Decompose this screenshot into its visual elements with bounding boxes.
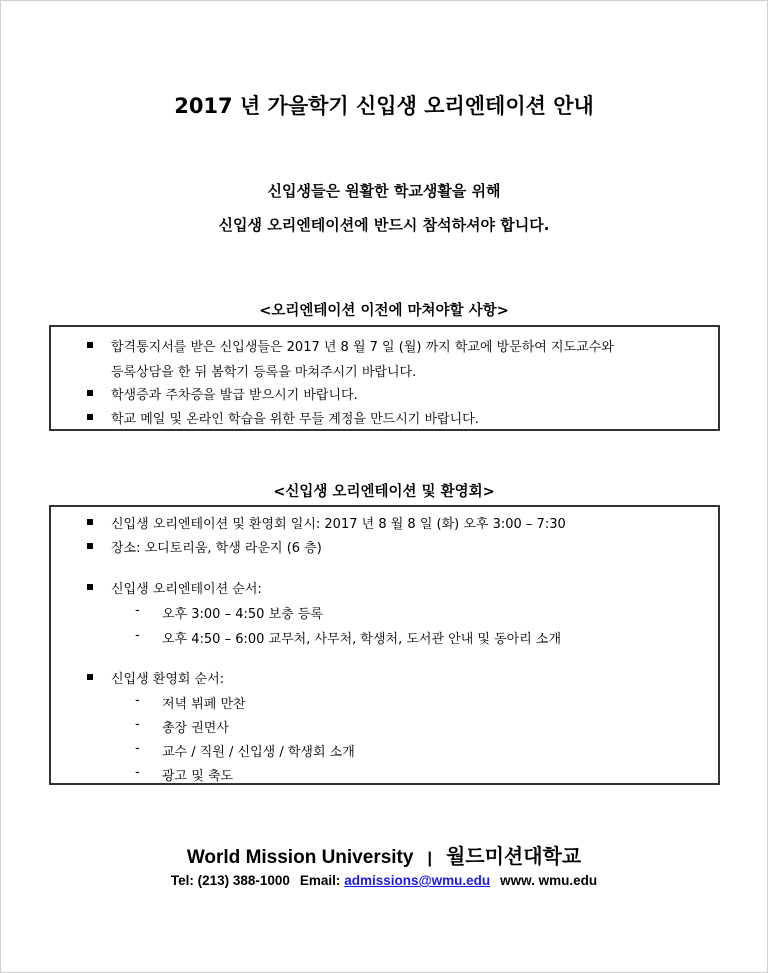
footer-contact [0,873,768,888]
university-name-kr: 월드미션대학교 [445,844,582,868]
section-heading-before-orientation: <오리엔테이션 이전에 마쳐야할 사항> [259,303,509,319]
bullet-icon [87,584,93,590]
list-item-continuation: 등록상담을 한 뒤 봄학기 등록을 마쳐주시기 바랍니다. [111,365,417,380]
website: www. wmu.edu [500,873,598,888]
section-heading-orientation-welcome: <신입생 오리엔테이션 및 환영회> [273,484,495,500]
bullet-icon [87,390,93,396]
email-link[interactable]: admissions@wmu.edu [344,873,491,888]
email-label: Email: [299,873,341,888]
bullet-icon [87,414,93,420]
dash-marker: - [135,603,140,618]
welcome-schedule-label: 신입생 환영회 순서: [111,672,225,687]
dash-marker: - [135,765,140,780]
intro-line-2: 신입생 오리엔테이션에 반드시 참석하셔야 합니다. [218,216,550,234]
page-title: 2017 년 가을학기 신입생 오리엔테이션 안내 [174,94,594,118]
orientation-schedule-label: 신입생 오리엔테이션 순서: [111,582,262,597]
welcome-step: 총장 권면사 [162,721,229,736]
footer-brand [0,840,768,869]
dash-marker: - [135,693,140,708]
list-item: 합격통지서를 받은 신입생들은 2017 년 8 월 7 일 (월) 까지 학교에 방문하여 지도교수와 [111,340,614,355]
bullet-icon [87,342,93,348]
welcome-step: 광고 및 축도 [162,769,234,784]
intro-line-1: 신입생들은 원활한 학교생활을 위해 [267,182,501,200]
dash-marker: - [135,628,140,643]
orientation-step: 오후 4:50 – 6:00 교무처, 사무처, 학생처, 도서관 안내 및 동아리 소개 [162,632,562,647]
event-place: 장소: 오디토리움, 학생 라운지 (6 층) [111,541,322,556]
bullet-icon [87,674,93,680]
list-item: 학생증과 주차증을 발급 받으시기 바랍니다. [111,388,358,403]
welcome-step: 교수 / 직원 / 신입생 / 학생회 소개 [162,745,355,760]
telephone: Tel: (213) 388-1000 [170,873,290,888]
university-name-en: World Mission University [186,847,414,868]
bullet-icon [87,519,93,525]
orientation-welcome-box [49,505,720,785]
before-orientation-box [49,325,720,431]
orientation-step: 오후 3:00 – 4:50 보충 등록 [162,607,323,622]
dash-marker: - [135,741,140,756]
bullet-icon [87,543,93,549]
welcome-step: 저녁 뷔페 만찬 [162,697,246,712]
list-item: 학교 메일 및 온라인 학습을 위한 무들 계정을 만드시기 바랍니다. [111,412,479,427]
dash-marker: - [135,717,140,732]
event-datetime: 신입생 오리엔테이션 및 환영회 일시: 2017 년 8 월 8 일 (화) 오후 3:00 – 7:30 [111,517,566,532]
separator: | [427,850,432,867]
